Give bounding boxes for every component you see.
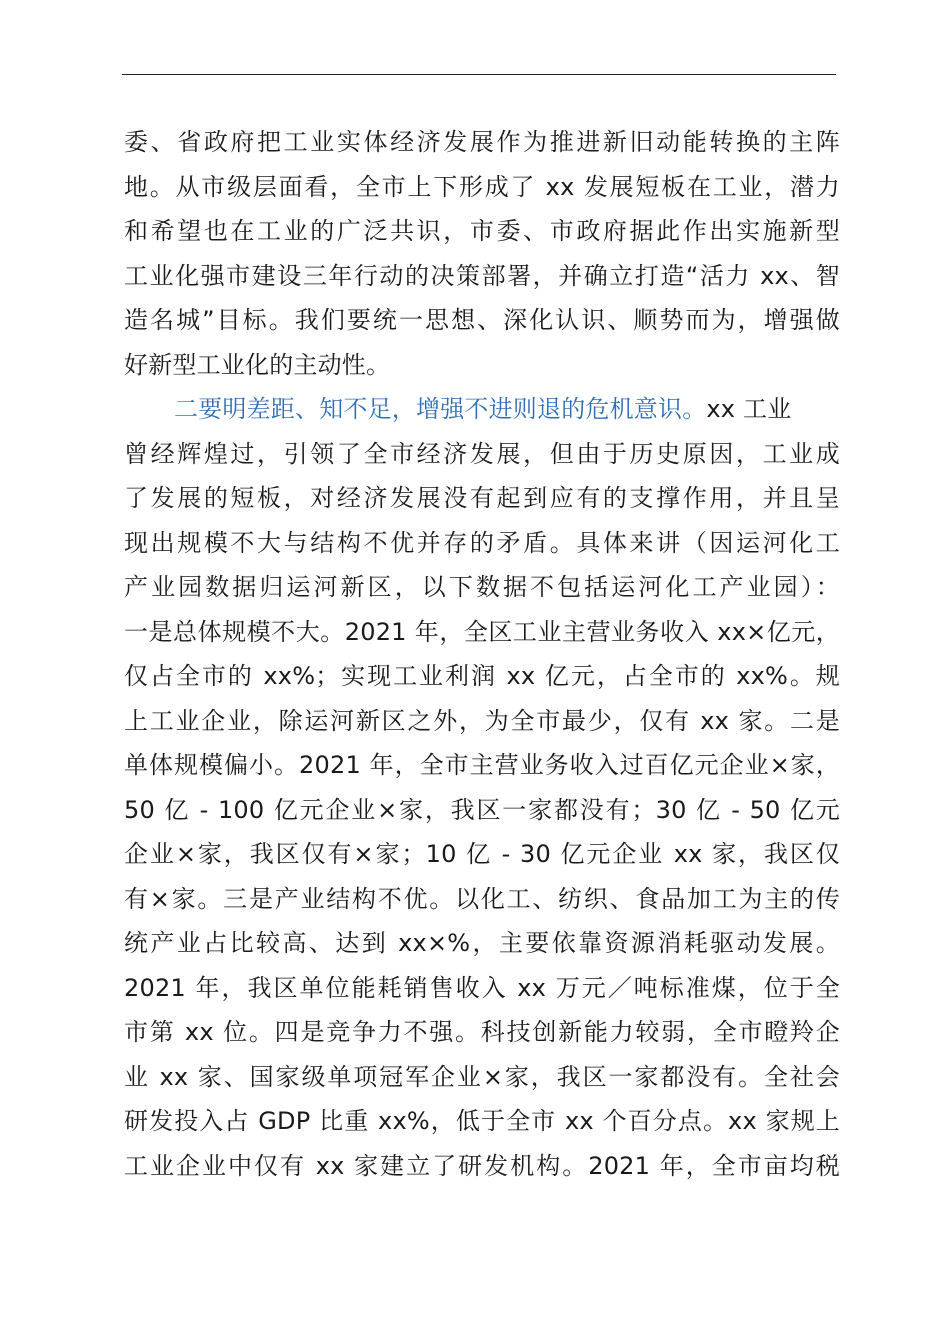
- text-line: 了发展的短板，对经济发展没有起到应有的支撑作用，并且呈: [124, 484, 840, 512]
- text-line: 造名城”目标。我们要统一思想、深化认识、顺势而为，增强做: [124, 306, 840, 334]
- first-line-rest: xx 工业: [706, 395, 792, 423]
- text-line: 市第 xx 位。四是竞争力不强。科技创新能力较弱，全市瞪羚企: [124, 1018, 840, 1046]
- text-line: 上工业企业，除运河新区之外，为全市最少，仅有 xx 家。二是: [124, 706, 840, 735]
- text-line: 单体规模偏小。2021 年，全市主营业务收入过百亿元企业×家，: [124, 751, 840, 779]
- text-line: 50 亿 - 100 亿元企业×家，我区一家都没有；30 亿 - 50 亿元: [124, 795, 840, 824]
- text-line: 委、省政府把工业实体经济发展作为推进新旧动能转换的主阵: [124, 128, 840, 156]
- text-line: 工业企业中仅有 xx 家建立了研发机构。2021 年，全市亩均税: [124, 1151, 840, 1180]
- text-line: 2021 年，我区单位能耗销售收入 xx 万元／吨标准煤，位于全: [124, 973, 840, 1002]
- text-line: 现出规模不大与结构不优并存的矛盾。具体来讲（因运河化工: [124, 528, 840, 557]
- text-line: 企业×家，我区仅有×家；10 亿 - 30 亿元企业 xx 家，我区仅: [124, 840, 840, 868]
- text-line: 好新型工业化的主动性。: [124, 350, 391, 379]
- paragraph-first-line: [124, 387, 840, 432]
- emphasis-heading: 二要明差距、知不足，增强不进则退的危机意识。: [174, 395, 707, 423]
- text-line: 产业园数据归运河新区，以下数据不包括运河化工产业园）：: [124, 573, 840, 601]
- text-line: 有×家。三是产业结构不优。以化工、纺织、食品加工为主的传: [124, 884, 840, 913]
- text-line: 工业化强市建设三年行动的决策部署，并确立打造“活力 xx、智: [124, 261, 840, 290]
- document-body: [124, 120, 840, 1188]
- text-line: 仅占全市的 xx%；实现工业利润 xx 亿元，占全市的 xx%。规: [124, 662, 840, 690]
- text-line: 统产业占比较高、达到 xx×%，主要依靠资源消耗驱动发展。: [124, 929, 840, 957]
- text-line: 研发投入占 GDP 比重 xx%，低于全市 xx 个百分点。xx 家规上: [124, 1107, 840, 1135]
- header-rule: [122, 74, 836, 75]
- text-line: 和希望也在工业的广泛共识，市委、市政府据此作出实施新型: [124, 217, 840, 245]
- text-line: 地。从市级层面看，全市上下形成了 xx 发展短板在工业，潜力: [124, 172, 840, 201]
- paragraph-2: [124, 387, 840, 1188]
- text-line: 曾经辉煌过，引领了全市经济发展，但由于历史原因，工业成: [124, 439, 840, 468]
- text-line: 业 xx 家、国家级单项冠军企业×家，我区一家都没有。全社会: [124, 1062, 840, 1091]
- text-line: 一是总体规模不大。2021 年，全区工业主营业务收入 xx×亿元，: [124, 617, 840, 646]
- paragraph-1: [124, 120, 840, 387]
